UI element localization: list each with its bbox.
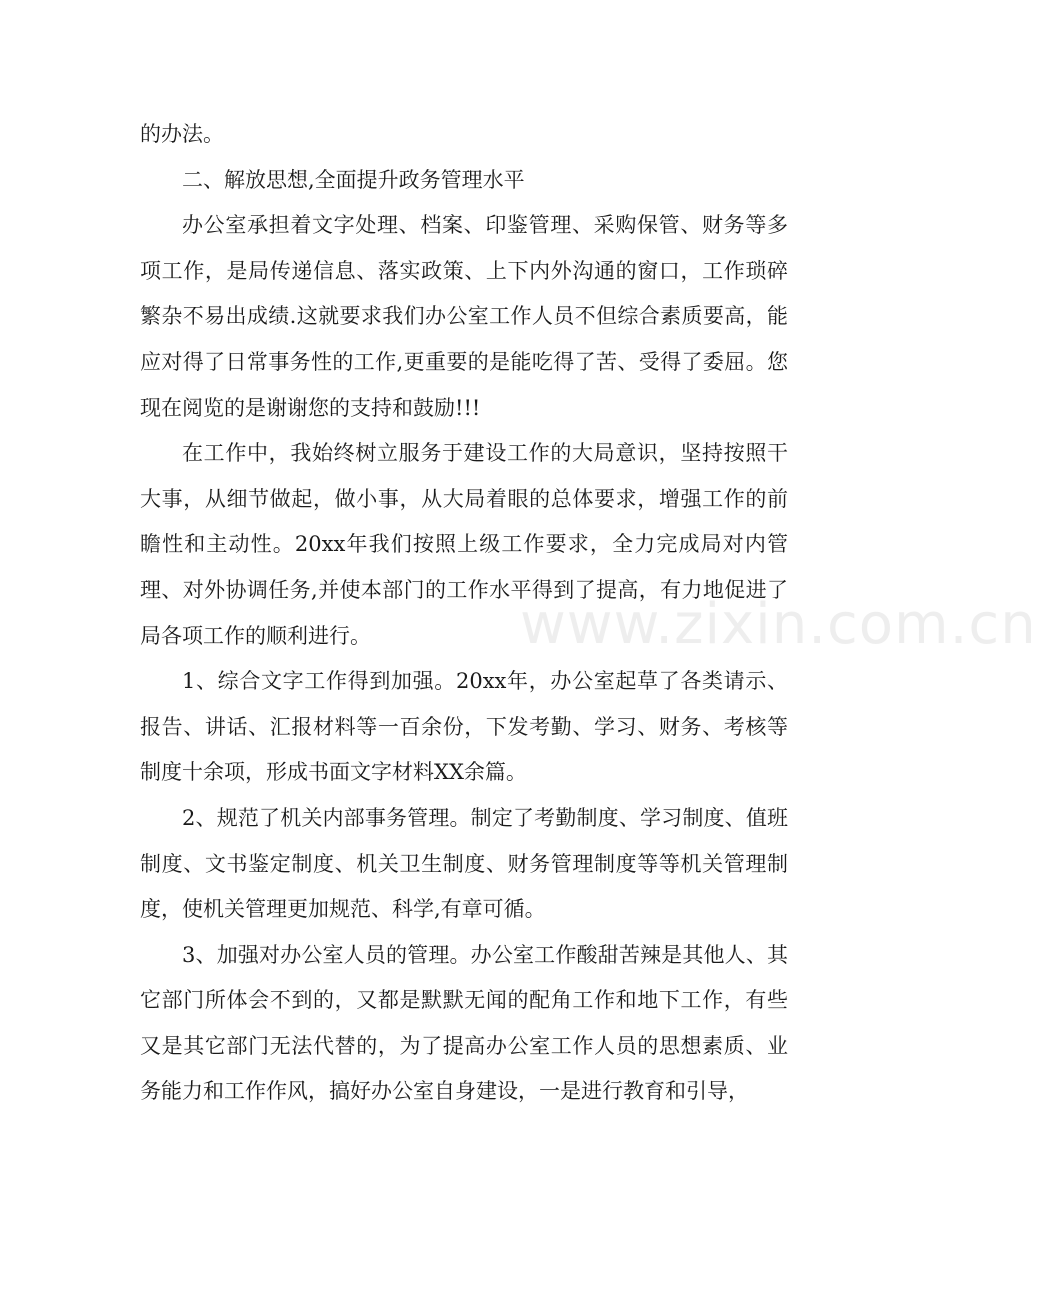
- paragraph-3: 在工作中，我始终树立服务于建设工作的大局意识，坚持按照干大事，从细节做起，做小事，从大局着眼的总体要求，增强工作的前瞻性和主动性。20xx年我们按照上级工作要求，全力完成局对内管理、对外协调任务,并使本部门的工作水平得到了提高，有力地促进了局各项工作的顺利进行。: [140, 441, 788, 648]
- watermark: www.zixin.com.cn: [520, 592, 1037, 657]
- paragraph-5: 2、规范了机关内部事务管理。制定了考勤制度、学习制度、值班制度、文书鉴定制度、机关卫生制度、财务管理制度等等机关管理制度，使机关管理更加规范、科学,有章可循。: [140, 805, 788, 922]
- paragraph-2: 办公室承担着文字处理、档案、印鉴管理、采购保管、财务等多项工作，是局传递信息、落实政策、上下内外沟通的窗口，工作琐碎繁杂不易出成绩.这就要求我们办公室工作人员不但综合素质要高，能应对得了日常事务性的工作,更重要的是能吃得了苦、受得了委屈。您现在阅览的是谢谢您的支持和鼓励!!!: [140, 213, 788, 420]
- paragraph-4: 1、综合文字工作得到加强。20xx年，办公室起草了各类请示、报告、讲话、汇报材料等一百余份，下发考勤、学习、财务、考核等制度十余项，形成书面文字材料XX余篇。: [140, 669, 788, 785]
- document-body: [140, 112, 788, 1115]
- paragraph-0: 的办法。: [140, 122, 224, 146]
- section-heading: 二、解放思想,全面提升政务管理水平: [182, 167, 525, 192]
- paragraph-6: 3、加强对办公室人员的管理。办公室工作酸甜苦辣是其他人、其它部门所体会不到的，又都是默默无闻的配角工作和地下工作，有些又是其它部门无法代替的，为了提高办公室工作人员的思想素质、业务能力和工作作风，搞好办公室自身建设，一是进行教育和引导，: [140, 942, 788, 1104]
